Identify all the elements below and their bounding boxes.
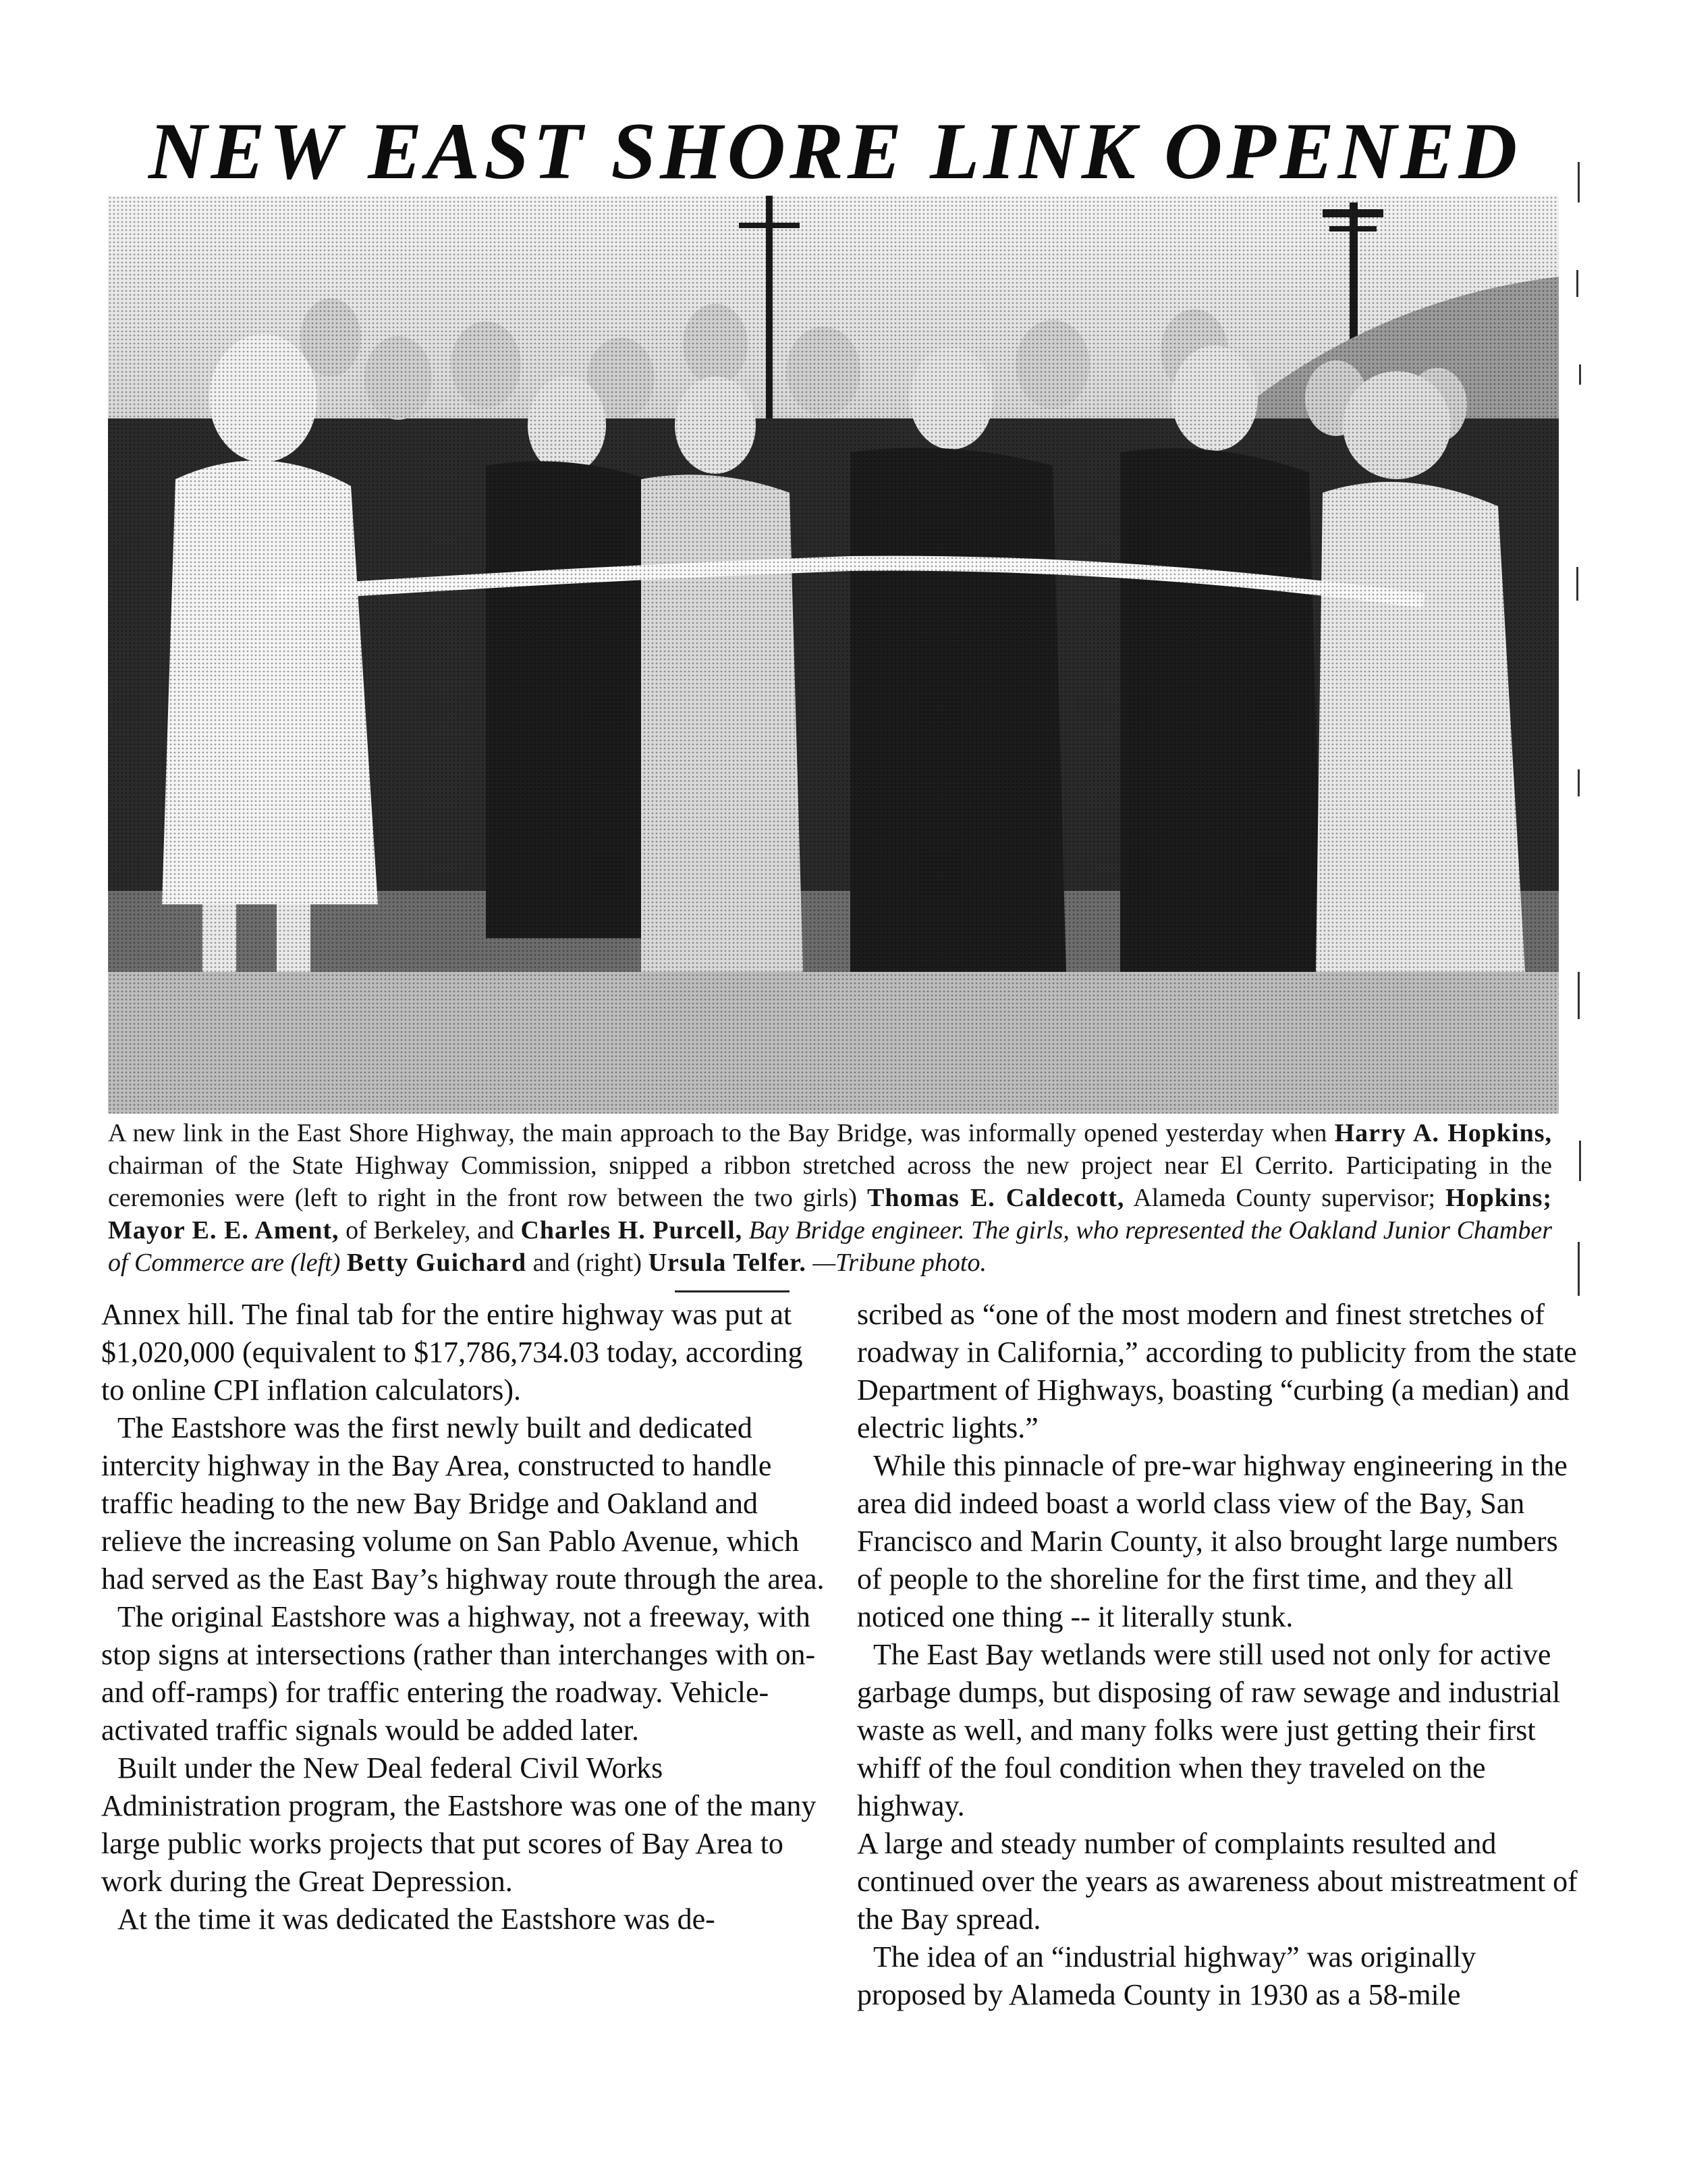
clipping-edge-marks bbox=[1572, 162, 1586, 1336]
caption-text: chairman of the State Highway Commission, snipped a ribbon stretched across the new project near El Cerrito. Participating in the ceremonies were (left to right in the front row between the two girls) bbox=[108, 1151, 1552, 1212]
article-paragraph: The East Bay wetlands were still used not only for active garbage dumps, but disposing of raw sewage and industrial waste as well, and many folks were just getting their first whiff of the foul condition when they traveled on the highway. bbox=[857, 1638, 1561, 1822]
photo-credit: —Tribune photo. bbox=[812, 1249, 987, 1277]
caption-text: Bay Bridge engineer. The girls, who represented the Oakland Junior Chamber of Commerce are (left) bbox=[108, 1216, 1553, 1277]
article-paragraph: The Eastshore was the first newly built and dedicated intercity highway in the Bay Area, constructed to handle traffic heading to the new Bay Bridge and Oakland and relieve the increasing volume on San Pablo Avenue, which had served as the East Bay’s highway route through the area. bbox=[101, 1411, 825, 1595]
article-paragraph: Annex hill. The final tab for the entire highway was put at $1,020,000 (equivalent to $17,786,734.03 today, according to online CPI inflation calculators). bbox=[101, 1298, 803, 1407]
caption-name: Hopkins; Mayor E. E. Ament, bbox=[108, 1184, 1553, 1245]
caption-name: Betty Guichard bbox=[346, 1249, 527, 1277]
article-paragraph: The idea of an “industrial highway” was originally proposed by Alameda County in 1930 as a 58-mile bbox=[857, 1940, 1476, 2011]
article-paragraph: A large and steady number of complaints resulted and continued over the years as awareness about mistreatment of the Bay spread. bbox=[857, 1827, 1578, 1936]
caption-name: Ursula Telfer. bbox=[648, 1249, 806, 1277]
divider-rule bbox=[675, 1290, 790, 1292]
caption-name: Charles H. Purcell, bbox=[520, 1216, 743, 1245]
caption-text: and (right) bbox=[532, 1249, 642, 1277]
article-paragraph: While this pinnacle of pre-war highway engineering in the area did indeed boast a world class view of the Bay, San Francisco and Marin County, it also brought large numbers of people to the shoreline for the first time, and they all noticed one thing -- it literally stunk. bbox=[857, 1449, 1568, 1633]
article-paragraph: Built under the New Deal federal Civil Works Administration program, the Eastshore was one of the many large public works projects that put scores of Bay Area to work during the Great Depression. bbox=[101, 1751, 817, 1898]
article-paragraph: At the time it was dedicated the Eastshore was de- bbox=[117, 1903, 715, 1936]
headline: NEW EAST SHORE LINK OPENED bbox=[148, 106, 1522, 196]
article-column-right bbox=[857, 1296, 1586, 2014]
ribbon-cutting-photo-icon bbox=[108, 196, 1559, 1114]
photo-caption bbox=[108, 1117, 1552, 1279]
caption-text: of Berkeley, and bbox=[345, 1216, 514, 1245]
caption-text: Alameda County supervisor; bbox=[1133, 1184, 1436, 1212]
article-paragraph: scribed as “one of the most modern and finest stretches of roadway in California,” according to publicity from the state Department of Highways, boasting “curbing (a median) and electric lights.” bbox=[857, 1298, 1577, 1444]
caption-text: A new link in the East Shore Highway, the main approach to the Bay Bridge, was informally opened yesterday when bbox=[108, 1119, 1327, 1147]
article-column-left bbox=[101, 1296, 830, 1938]
caption-name: Thomas E. Caldecott, bbox=[867, 1184, 1125, 1212]
caption-name: Harry A. Hopkins, bbox=[1334, 1119, 1553, 1147]
article-body bbox=[101, 1296, 1586, 2106]
article-paragraph: The original Eastshore was a highway, not a freeway, with stop signs at intersections (rather than interchanges with on- and off-ramps) for traffic entering the roadway. Vehicle-activated traffic signals would be added later. bbox=[101, 1600, 816, 1747]
newspaper-clipping bbox=[101, 67, 1586, 1276]
